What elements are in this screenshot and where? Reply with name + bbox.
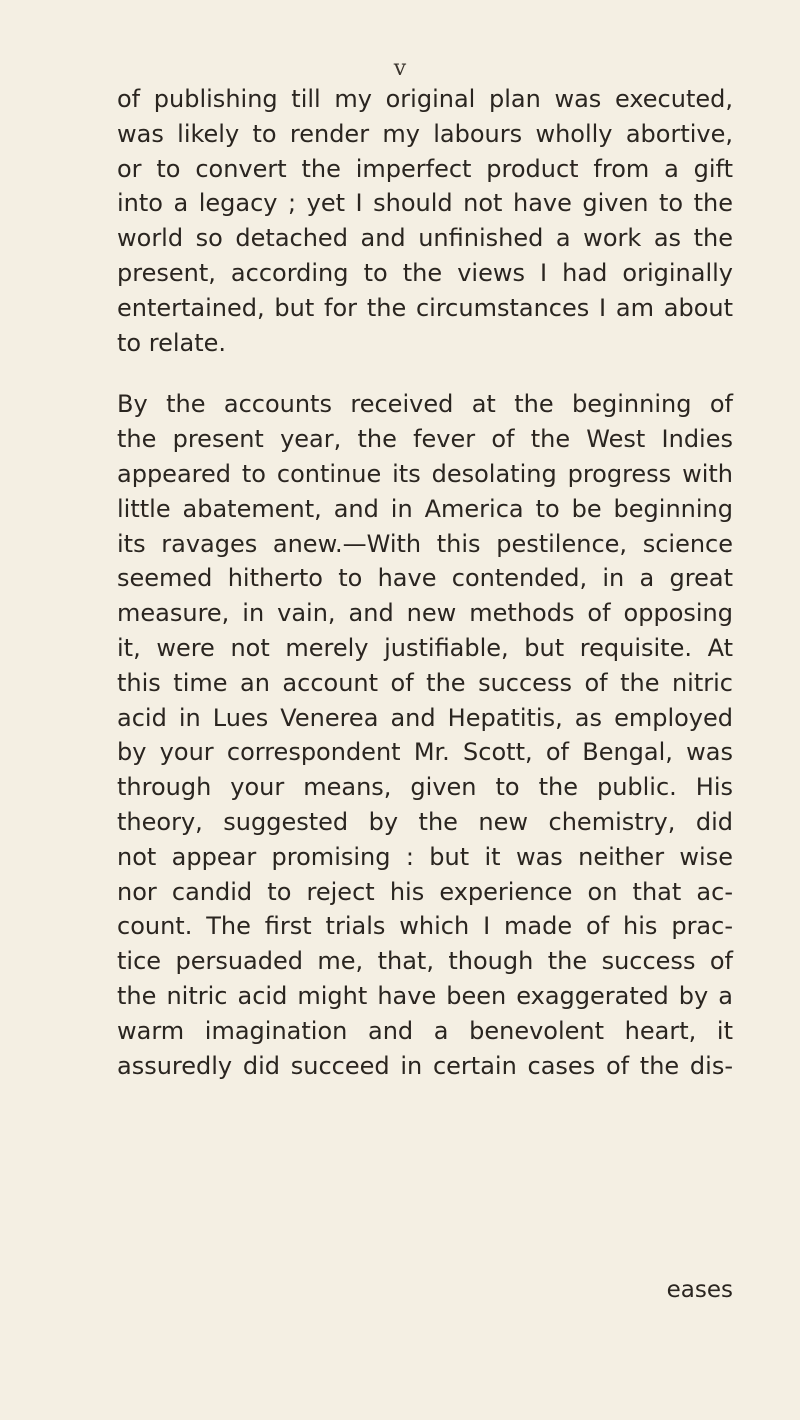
text-line: the present year, the fever of the West Indies [117, 425, 733, 454]
paragraph-gap [117, 360, 733, 387]
text-line: acid in Lues Venerea and Hepatitis, as employed [117, 703, 733, 732]
text-line: present, according to the views I had originally [117, 258, 733, 287]
text-line: appeared to continue its desolating progress with [117, 459, 733, 488]
catchword: eases [666, 1277, 733, 1303]
text-line: tice persuaded me, that, though the success of [117, 947, 733, 976]
text-line: it, were not merely justifiable, but requisite. At [117, 633, 733, 662]
paragraph-2 [117, 387, 733, 1083]
text-line: the nitric acid might have been exaggerated by a [117, 981, 733, 1010]
text-line: this time an account of the success of the nitric [117, 668, 733, 697]
text-line: nor candid to reject his experience on that ac- [117, 877, 733, 906]
text-line: not appear promising : but it was neither wise [117, 842, 733, 871]
text-line: by your correspondent Mr. Scott, of Bengal, was [117, 738, 733, 767]
text-line: through your means, given to the public. His [117, 773, 733, 802]
body-text [117, 82, 733, 1083]
text-line: to relate. [117, 328, 227, 357]
text-line: assuredly did succeed in certain cases of the dis- [117, 1051, 733, 1080]
text-line: or to convert the imperfect product from a gift [117, 154, 733, 183]
text-line: warm imagination and a benevolent heart, it [117, 1016, 733, 1045]
text-line: was likely to render my labours wholly abortive, [117, 119, 733, 148]
text-line: count. The first trials which I made of his prac- [117, 912, 733, 941]
text-line: theory, suggested by the new chemistry, did [117, 807, 733, 836]
text-line: By the accounts received at the beginning of [117, 390, 733, 419]
paragraph-1 [117, 82, 733, 360]
text-line: measure, in vain, and new methods of opposing [117, 599, 733, 628]
page-number: v [393, 56, 407, 81]
text-line: its ravages anew.—With this pestilence, science [117, 529, 733, 558]
text-line: world so detached and unfinished a work as the [117, 224, 733, 253]
text-line: little abatement, and in America to be beginning [117, 494, 733, 523]
text-line: seemed hitherto to have contended, in a great [117, 564, 733, 593]
text-line: of publishing till my original plan was executed, [117, 85, 733, 113]
text-line: into a legacy ; yet I should not have given to the [117, 189, 733, 218]
text-line: entertained, but for the circumstances I am about [117, 293, 733, 322]
